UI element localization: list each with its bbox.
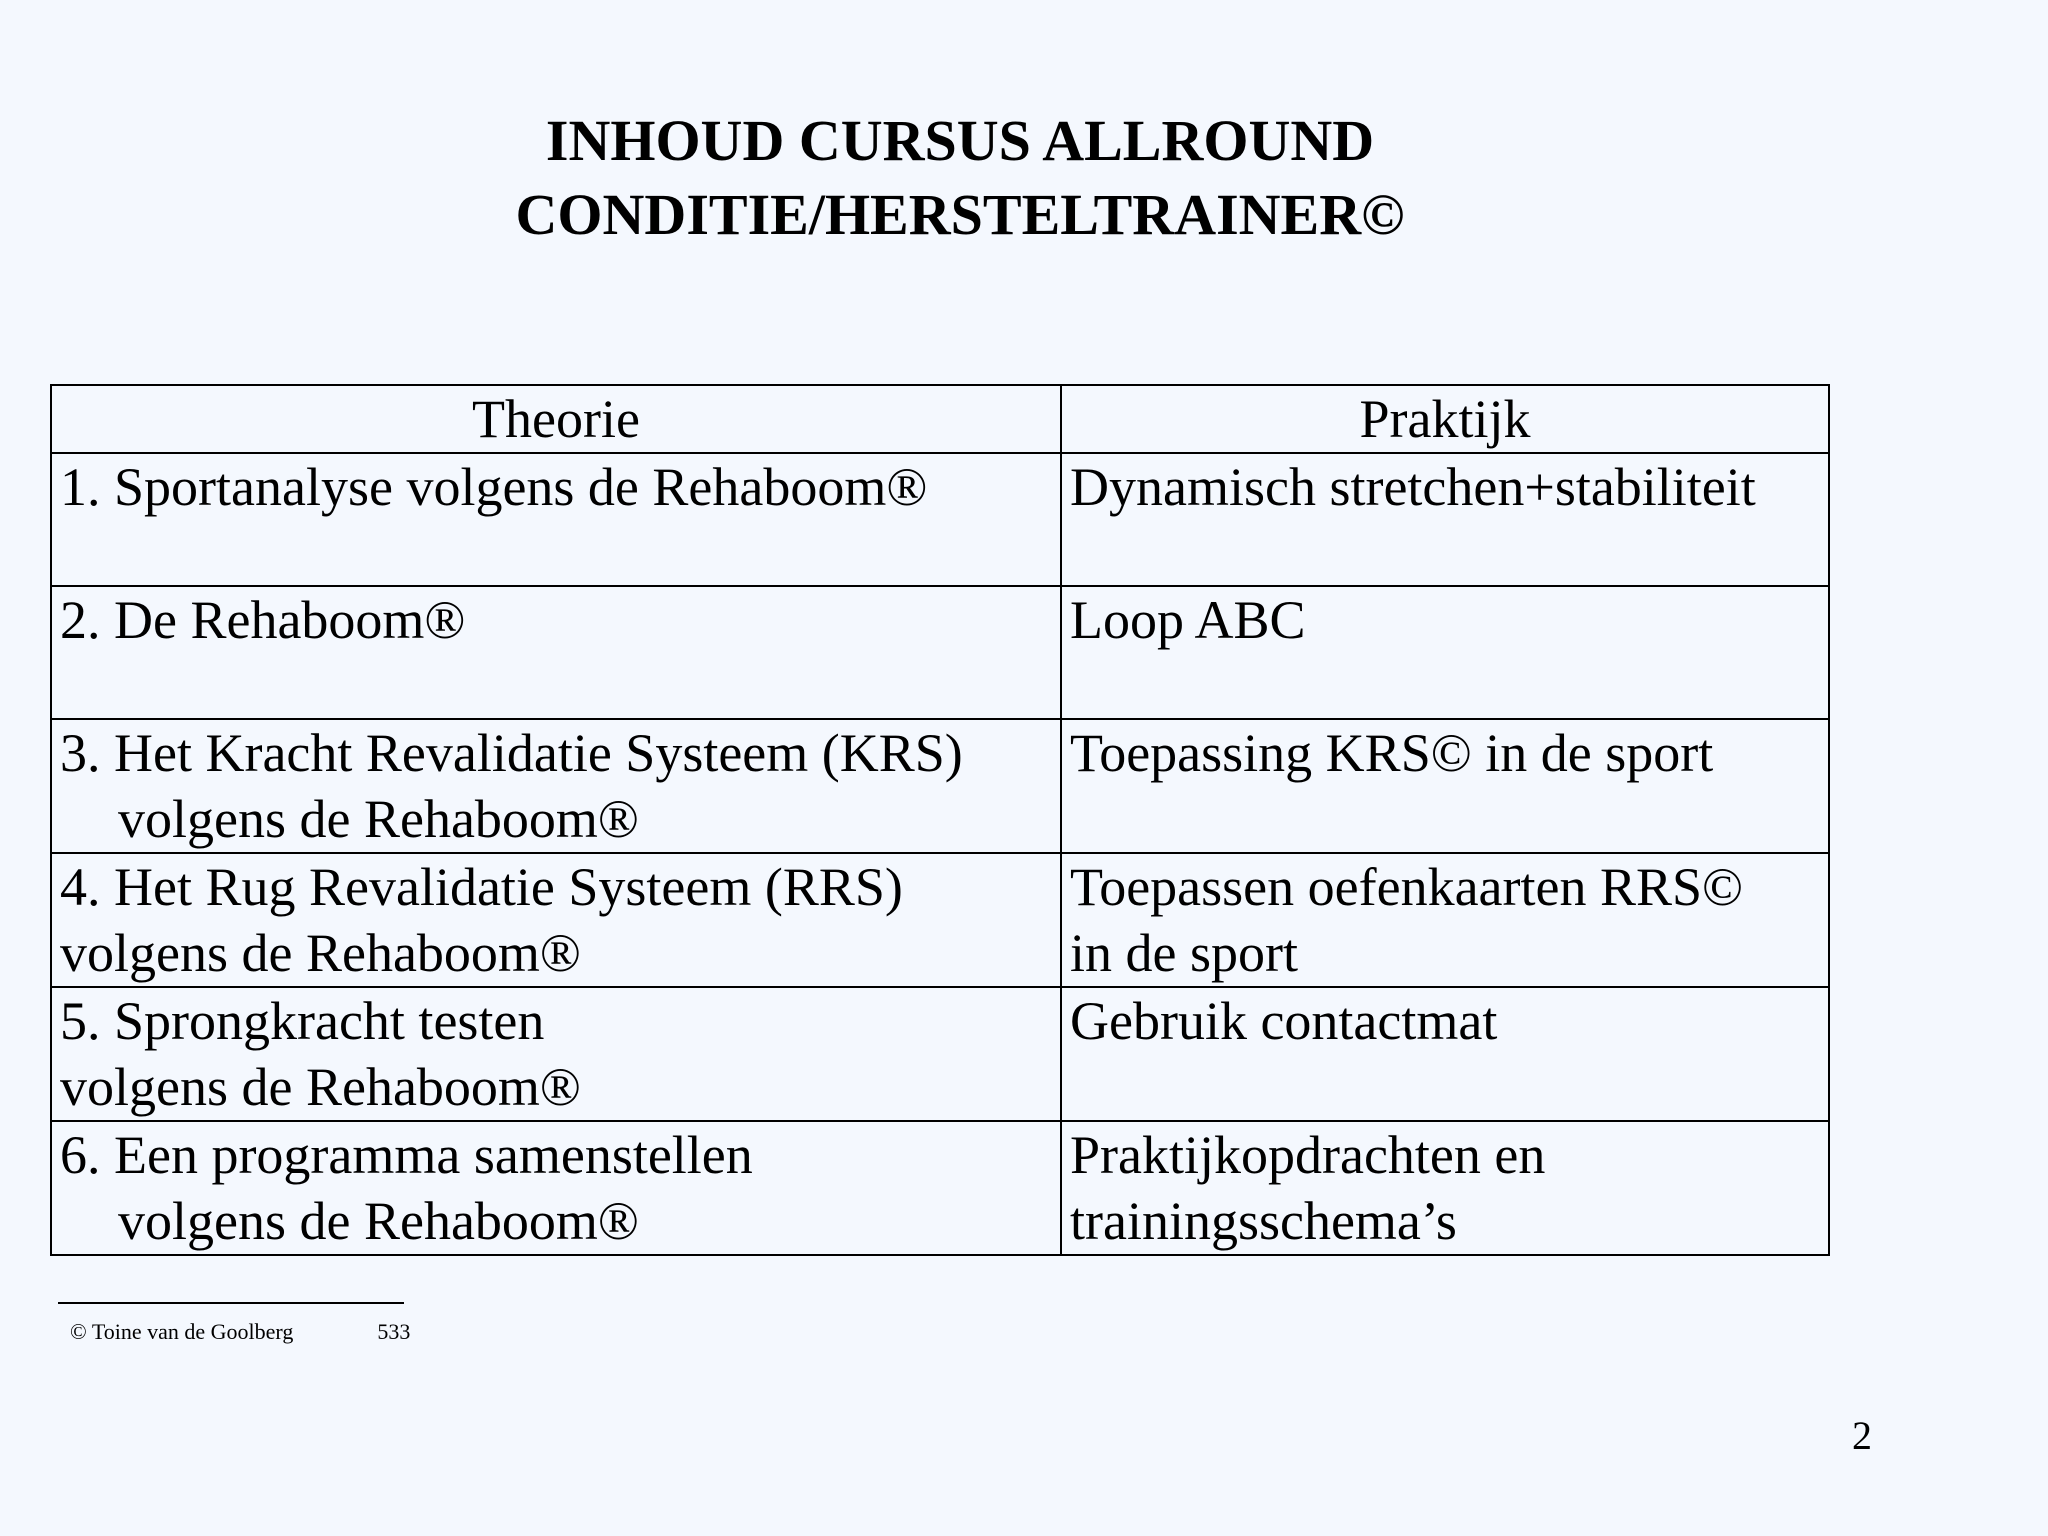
practice-line: Gebruik contactmat <box>1070 991 1498 1051</box>
theory-cell <box>51 586 1061 719</box>
footnote-number: 533 <box>377 1319 411 1344</box>
theory-line: 6. Een programma samenstellen <box>60 1125 753 1185</box>
table-row <box>51 987 1829 1121</box>
table-row <box>51 453 1829 586</box>
theory-line: 2. De Rehaboom® <box>60 590 466 650</box>
page-number: 2 <box>1852 1413 1872 1458</box>
practice-cell <box>1061 719 1829 853</box>
table-row <box>51 853 1829 987</box>
practice-line: Dynamisch stretchen+stabiliteit <box>1070 457 1756 517</box>
footnote-divider <box>58 1302 404 1304</box>
theory-cell <box>51 853 1061 987</box>
table-row <box>51 586 1829 719</box>
practice-cell <box>1061 853 1829 987</box>
theory-line-continued: volgens de Rehaboom® <box>60 923 581 983</box>
practice-line-continued: in de sport <box>1070 923 1298 983</box>
theory-line: 5. Sprongkracht testen <box>60 991 545 1051</box>
practice-line-continued: trainingsschema’s <box>1070 1191 1457 1251</box>
practice-cell <box>1061 1121 1829 1255</box>
table-row <box>51 719 1829 853</box>
theory-line-continued: volgens de Rehaboom® <box>118 789 639 849</box>
theory-line: 3. Het Kracht Revalidatie Systeem (KRS) <box>60 723 963 783</box>
footnote-author: © Toine van de Goolberg <box>70 1319 294 1344</box>
course-content-table <box>50 384 1830 1256</box>
practice-cell <box>1061 453 1829 586</box>
practice-line: Loop ABC <box>1070 590 1306 650</box>
practice-cell <box>1061 586 1829 719</box>
practice-line: Praktijkopdrachten en <box>1070 1125 1546 1185</box>
theory-line: 1. Sportanalyse volgens de Rehaboom® <box>60 457 928 517</box>
title-line-1: INHOUD CURSUS ALLROUND <box>545 108 1375 173</box>
page-title <box>0 104 1920 252</box>
practice-line: Toepassen oefenkaarten RRS© <box>1070 857 1744 917</box>
theory-cell <box>51 719 1061 853</box>
practice-line: Toepassing KRS© in de sport <box>1070 723 1714 783</box>
theory-cell <box>51 453 1061 586</box>
theory-cell <box>51 1121 1061 1255</box>
table-header-row <box>51 385 1829 453</box>
theory-cell <box>51 987 1061 1121</box>
theory-line: 4. Het Rug Revalidatie Systeem (RRS) <box>60 857 903 917</box>
footnote <box>70 1318 410 1346</box>
theory-line-continued: volgens de Rehaboom® <box>60 1057 581 1117</box>
title-line-2: CONDITIE/HERSTELTRAINER© <box>515 182 1405 247</box>
header-theorie: Theorie <box>51 385 1061 453</box>
header-praktijk: Praktijk <box>1061 385 1829 453</box>
theory-line-continued: volgens de Rehaboom® <box>118 1191 639 1251</box>
table-row <box>51 1121 1829 1255</box>
practice-cell <box>1061 987 1829 1121</box>
